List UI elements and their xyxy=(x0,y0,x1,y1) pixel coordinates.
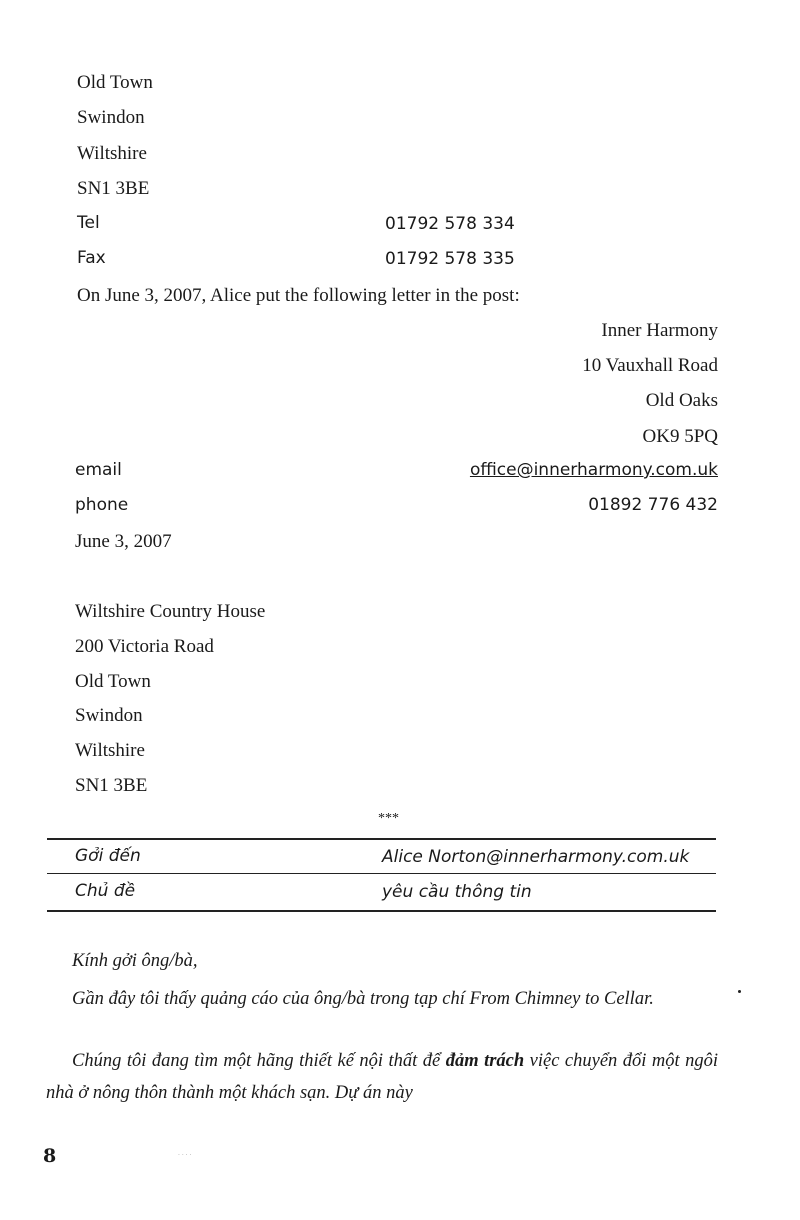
tel-label: Tel xyxy=(77,213,100,233)
section-separator: *** xyxy=(378,811,399,826)
recipient-address-line: Old Town xyxy=(75,671,151,692)
recipient-address-line: SN1 3BE xyxy=(75,775,148,796)
recipient-address-line: Swindon xyxy=(75,705,143,726)
header-rule-bottom xyxy=(47,910,716,912)
tel-value: 01792 578 334 xyxy=(385,214,515,234)
margin-mark xyxy=(738,990,741,993)
scan-specks: · · · · xyxy=(178,1152,192,1159)
body-paragraph-1: Gần đây tôi thấy quảng cáo của ông/bà trong tạp chí From Chimney to Cellar. xyxy=(72,989,654,1009)
para2-start: Chúng tôi đang tìm một hãng thiết kế nội thất để xyxy=(72,1051,441,1071)
phone-value: 01892 776 432 xyxy=(588,495,718,515)
phone-label: phone xyxy=(75,495,129,515)
recipient-address-line: Wiltshire Country House xyxy=(75,601,266,622)
para2-end: việc chuyển đổi một ngôi nhà ở nông thôn thành một khách sạn. Dự án này xyxy=(46,1051,719,1103)
email-link[interactable]: office@innerharmony.com.uk xyxy=(469,460,718,480)
fax-label: Fax xyxy=(77,248,106,268)
header-rule-top xyxy=(47,838,716,840)
email-label: email xyxy=(75,460,122,480)
sender-address-line: Old Town xyxy=(77,72,153,93)
page-number: 8 xyxy=(43,1145,57,1167)
letter-date: June 3, 2007 xyxy=(75,531,172,552)
sender-address-line: SN1 3BE xyxy=(77,178,150,199)
to-label: Gởi đến xyxy=(75,846,141,866)
body-paragraph-2 xyxy=(46,1045,718,1109)
letterhead-line: Inner Harmony xyxy=(601,320,718,341)
header-rule-mid xyxy=(47,873,716,874)
sender-address-line: Wiltshire xyxy=(77,143,147,164)
letterhead-line: OK9 5PQ xyxy=(642,426,718,447)
to-value: Alice Norton@innerharmony.com.uk xyxy=(382,847,690,867)
letterhead-line: 10 Vauxhall Road xyxy=(582,355,718,376)
fax-value: 01792 578 335 xyxy=(385,249,515,269)
recipient-address-line: 200 Victoria Road xyxy=(75,636,214,657)
sender-address-line: Swindon xyxy=(77,107,145,128)
intro-line: On June 3, 2007, Alice put the following letter in the post: xyxy=(77,285,520,306)
salutation: Kính gởi ông/bà, xyxy=(72,951,198,971)
para2-bold: đảm trách xyxy=(445,1051,525,1071)
letterhead-line: Old Oaks xyxy=(645,390,718,411)
recipient-address-line: Wiltshire xyxy=(75,740,145,761)
subject-label: Chủ đề xyxy=(75,881,136,901)
subject-value: yêu cầu thông tin xyxy=(382,882,532,902)
